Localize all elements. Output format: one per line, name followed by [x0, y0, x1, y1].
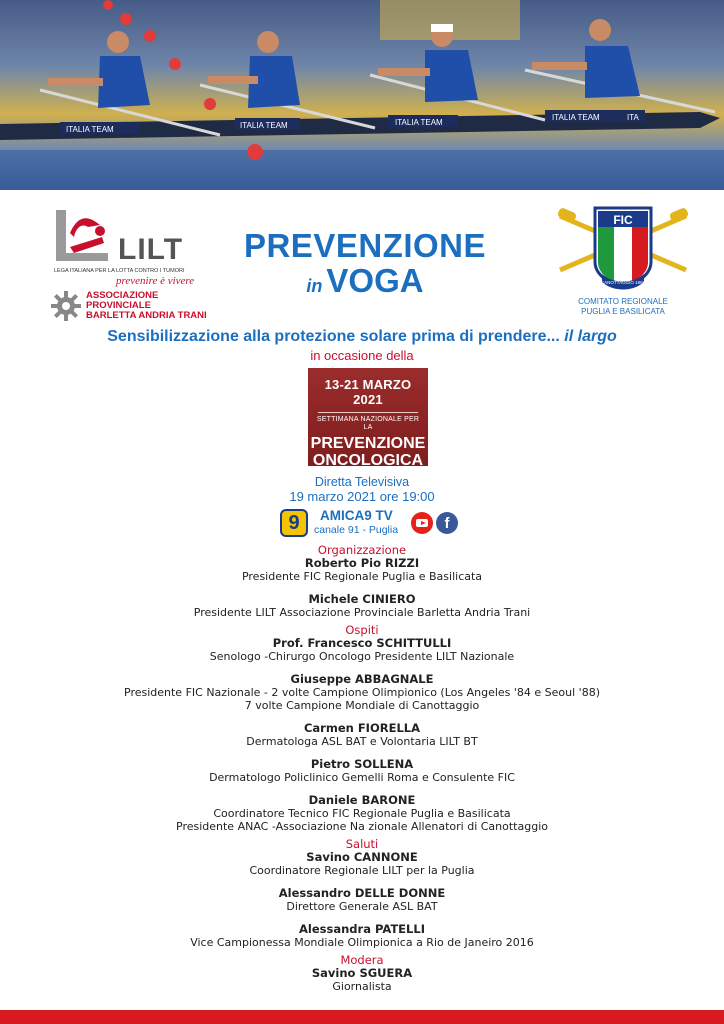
tagline-italic: il largo	[564, 328, 617, 345]
lilt-logo	[48, 205, 228, 325]
youtube-icon[interactable]	[411, 512, 433, 534]
person-role: Direttore Generale ASL BAT	[286, 900, 438, 913]
tagline-main: Sensibilizzazione alla protezione solare prima di prendere...	[107, 328, 560, 345]
person-name: Giuseppe ABBAGNALE	[290, 672, 434, 686]
person-name: Alessandra PATELLI	[299, 922, 425, 936]
lilt-assoc-line: PROVINCIALE	[86, 300, 151, 311]
week-title-1: PREVENZIONE	[310, 435, 426, 452]
person-role: Coordinatore Regionale LILT per la Puglia	[249, 864, 475, 877]
facebook-icon[interactable]: f	[436, 512, 458, 534]
fic-shield-icon	[558, 204, 688, 296]
gear-icon	[50, 290, 82, 322]
person-role: Presidente FIC Nazionale - 2 volte Campione Olimpionico (Los Angeles '84 e Seoul '88)	[124, 686, 600, 699]
person-name: Roberto Pio RIZZI	[304, 556, 420, 570]
person-name: Prof. Francesco SCHITTULLI	[272, 636, 452, 650]
boat-label: ITALIA TEAM	[395, 118, 443, 127]
title-in: in	[306, 276, 323, 296]
fic-caption-line: COMITATO REGIONALE	[578, 297, 668, 306]
section-heading: Ospiti	[345, 623, 379, 637]
section-heading: Saluti	[345, 837, 379, 851]
person-name: Carmen FIORELLA	[303, 721, 421, 735]
fic-ribbon-text: CANOTTAGGIO 1888	[600, 280, 646, 285]
lilt-assoc-line: ASSOCIAZIONE	[86, 290, 159, 301]
hero-rowing-photo	[0, 0, 724, 190]
lilt-subtitle: LEGA ITALIANA PER LA LOTTA CONTRO I TUMORI	[54, 268, 185, 274]
amica9-logo-icon: 9	[280, 509, 308, 537]
lilt-motto: prevenire è vivere	[116, 275, 195, 287]
section-heading: Modera	[340, 953, 384, 967]
boat-label: ITALIA TEAM	[240, 121, 288, 130]
person-role: 7 volte Campione Mondiale di Canottaggio	[244, 699, 480, 712]
broadcast-info	[0, 475, 724, 504]
fic-logo	[558, 204, 688, 326]
fic-badge-text: FIC	[613, 213, 633, 227]
lilt-mark-icon	[48, 205, 118, 265]
boat-label: ITA	[627, 113, 639, 122]
lilt-assoc-line: BARLETTA ANDRIA TRANI	[86, 310, 207, 321]
person-role: Dermatologa ASL BAT e Volontaria LILT BT	[246, 735, 478, 748]
lilt-association	[86, 291, 207, 321]
person-role: Dermatologo Policlinico Gemelli Roma e Consulente FIC	[209, 771, 515, 784]
week-title-2: ONCOLOGICA	[312, 452, 424, 469]
person-role: Presidente ANAC -Associazione Na zionale Allenatori di Canottaggio	[176, 820, 548, 833]
speakers-list	[0, 543, 724, 993]
boat-label: ITALIA TEAM	[552, 113, 600, 122]
person-role: Senologo -Chirurgo Oncologo Presidente LILT Nazionale	[209, 650, 515, 663]
person-name: Michele CINIERO	[308, 592, 416, 606]
week-dates: 13-21 MARZO 2021	[324, 377, 412, 407]
lilt-wordmark: LILT	[118, 233, 184, 266]
channel-number: canale 91 - Puglia	[314, 524, 399, 536]
boat-label: ITALIA TEAM	[66, 125, 114, 134]
person-name: Alessandro DELLE DONNE	[278, 886, 446, 900]
event-title	[230, 228, 500, 303]
title-line-2	[230, 264, 500, 303]
title-voga: VOGA	[326, 262, 424, 299]
tagline	[0, 328, 724, 346]
prevention-week-badge	[308, 368, 428, 469]
section-heading: Organizzazione	[317, 543, 407, 557]
person-role: Presidente FIC Regionale Puglia e Basilicata	[241, 570, 483, 583]
person-role: Giornalista	[332, 980, 392, 993]
tv-channel	[280, 508, 460, 540]
fic-caption-line: PUGLIA E BASILICATA	[581, 307, 665, 316]
person-name: Savino CANNONE	[306, 850, 418, 864]
week-subtitle: SETTIMANA NAZIONALE PER LA	[316, 416, 420, 431]
person-role: Coordinatore Tecnico FIC Regionale Puglia e Basilicata	[213, 807, 511, 820]
person-name: Daniele BARONE	[308, 793, 416, 807]
title-line-1: PREVENZIONE	[243, 227, 487, 264]
broadcast-datetime: 19 marzo 2021 ore 19:00	[289, 489, 435, 504]
week-divider	[318, 412, 418, 413]
broadcast-label: Diretta Televisiva	[314, 475, 410, 489]
fic-caption	[558, 297, 688, 317]
footer-bar	[0, 1010, 724, 1024]
occasion-text: in occasione della	[310, 348, 414, 363]
person-role: Presidente LILT Associazione Provinciale Barletta Andria Trani	[193, 606, 531, 619]
channel-name: AMICA9 TV	[320, 508, 393, 523]
person-name: Savino SGUERA	[311, 966, 413, 980]
person-role: Vice Campionessa Mondiale Olimpionica a Rio de Janeiro 2016	[190, 936, 534, 949]
person-name: Pietro SOLLENA	[310, 757, 414, 771]
